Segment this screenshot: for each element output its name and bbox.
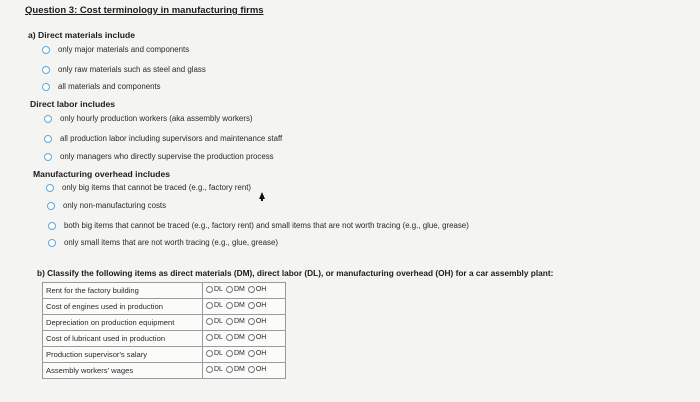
choice-label: OH: [255, 286, 267, 293]
choice-option[interactable]: [206, 302, 223, 309]
option-label: only managers who directly supervise the production process: [60, 152, 274, 161]
table-row: [43, 347, 286, 363]
choice-label: DM: [233, 318, 245, 325]
q3-option-4[interactable]: [48, 238, 278, 247]
radio-button-icon[interactable]: [248, 286, 255, 293]
option-label: only major materials and components: [58, 45, 190, 54]
radio-button-icon[interactable]: [226, 286, 233, 293]
item-name: Assembly workers' wages: [43, 363, 203, 379]
choice-option[interactable]: [226, 366, 245, 373]
q3-option-2[interactable]: [47, 201, 166, 210]
option-label: all production labor including supervisors and maintenance staff: [60, 134, 283, 143]
radio-button-icon[interactable]: [42, 66, 50, 74]
choice-option[interactable]: [226, 286, 245, 293]
radio-button-icon[interactable]: [226, 366, 233, 373]
item-name: Rent for the factory building: [43, 283, 203, 299]
radio-button-icon[interactable]: [42, 46, 50, 54]
option-label: all materials and components: [58, 82, 161, 91]
q1-option-1[interactable]: [42, 45, 189, 54]
choice-label: DM: [233, 334, 245, 341]
choice-label: DL: [214, 334, 223, 341]
choice-option[interactable]: [248, 350, 267, 357]
table-row: [43, 363, 286, 379]
choice-option[interactable]: [206, 318, 223, 325]
question-title: Question 3: Cost terminology in manufacturing firms: [25, 5, 264, 16]
q1-option-2[interactable]: [42, 65, 206, 74]
choice-option[interactable]: [226, 350, 245, 357]
q2-label: Direct labor includes: [30, 99, 116, 109]
choice-cell: [203, 331, 286, 347]
mouse-cursor-icon: [259, 192, 265, 199]
radio-button-icon[interactable]: [206, 366, 213, 373]
choice-label: DL: [214, 302, 223, 309]
radio-button-icon[interactable]: [226, 302, 233, 309]
radio-button-icon[interactable]: [248, 302, 255, 309]
radio-button-icon[interactable]: [48, 222, 56, 230]
radio-button-icon[interactable]: [47, 202, 55, 210]
choice-option[interactable]: [248, 286, 267, 293]
choice-label: DM: [233, 286, 245, 293]
choice-label: DM: [233, 366, 245, 373]
choice-option[interactable]: [206, 286, 223, 293]
radio-button-icon[interactable]: [206, 318, 213, 325]
choice-label: DM: [233, 350, 245, 357]
q3-option-1[interactable]: [46, 183, 251, 192]
choice-cell: [203, 363, 286, 379]
radio-button-icon[interactable]: [226, 334, 233, 341]
radio-button-icon[interactable]: [44, 115, 52, 123]
option-label: only small items that are not worth tracing (e.g., glue, grease): [64, 238, 279, 247]
choice-option[interactable]: [226, 334, 245, 341]
radio-button-icon[interactable]: [206, 286, 213, 293]
q1-option-3[interactable]: [42, 82, 161, 91]
q2-option-2[interactable]: [44, 134, 282, 143]
q2-option-1[interactable]: [44, 114, 253, 123]
item-name: Depreciation on production equipment: [43, 315, 203, 331]
radio-button-icon[interactable]: [248, 366, 255, 373]
radio-button-icon[interactable]: [248, 350, 255, 357]
option-label: only big items that cannot be traced (e.g., factory rent): [62, 183, 252, 192]
choice-label: OH: [255, 366, 267, 373]
q3-label: Manufacturing overhead includes: [33, 169, 171, 179]
choice-option[interactable]: [206, 366, 223, 373]
radio-button-icon[interactable]: [42, 83, 50, 91]
item-name: Production supervisor's salary: [43, 347, 203, 363]
choice-option[interactable]: [248, 366, 267, 373]
choice-option[interactable]: [248, 318, 267, 325]
item-name: Cost of engines used in production: [43, 299, 203, 315]
option-label: only non-manufacturing costs: [63, 201, 167, 210]
choice-option[interactable]: [226, 302, 245, 309]
choice-label: OH: [255, 318, 267, 325]
choice-label: OH: [255, 334, 267, 341]
q2-option-3[interactable]: [44, 152, 274, 161]
radio-button-icon[interactable]: [248, 334, 255, 341]
choice-label: DL: [214, 286, 223, 293]
choice-cell: [203, 347, 286, 363]
choice-label: OH: [255, 350, 267, 357]
radio-button-icon[interactable]: [44, 153, 52, 161]
choice-option[interactable]: [248, 302, 267, 309]
radio-button-icon[interactable]: [226, 350, 233, 357]
choice-label: DM: [233, 302, 245, 309]
option-label: only raw materials such as steel and glass: [58, 65, 206, 74]
radio-button-icon[interactable]: [46, 184, 54, 192]
choice-cell: [203, 283, 286, 299]
radio-button-icon[interactable]: [206, 334, 213, 341]
part-b-label: b) Classify the following items as direct materials (DM), direct labor (DL), or manufacturing overhead (OH) for a car assembly plant:: [37, 268, 554, 278]
table-row: [43, 331, 286, 347]
choice-cell: [203, 315, 286, 331]
choice-cell: [203, 299, 286, 315]
radio-button-icon[interactable]: [206, 302, 213, 309]
option-label: only hourly production workers (aka assembly workers): [60, 114, 253, 123]
table-row: [43, 315, 286, 331]
radio-button-icon[interactable]: [48, 239, 56, 247]
choice-option[interactable]: [206, 350, 223, 357]
choice-label: DL: [214, 350, 223, 357]
radio-button-icon[interactable]: [248, 318, 255, 325]
classification-table: [42, 282, 286, 379]
choice-option[interactable]: [248, 334, 267, 341]
radio-button-icon[interactable]: [206, 350, 213, 357]
choice-label: DL: [214, 318, 223, 325]
choice-label: OH: [255, 302, 267, 309]
table-row: [43, 283, 286, 299]
radio-button-icon[interactable]: [226, 318, 233, 325]
item-name: Cost of lubricant used in production: [43, 331, 203, 347]
table-row: [43, 299, 286, 315]
choice-option[interactable]: [206, 334, 223, 341]
q3-option-3[interactable]: [48, 221, 469, 230]
choice-label: DL: [214, 366, 223, 373]
choice-option[interactable]: [226, 318, 245, 325]
q1-label: a) Direct materials include: [28, 30, 135, 40]
radio-button-icon[interactable]: [44, 135, 52, 143]
option-label: both big items that cannot be traced (e.g., factory rent) and small items that are not worth tracing (e.g., glue, grease): [64, 221, 469, 230]
